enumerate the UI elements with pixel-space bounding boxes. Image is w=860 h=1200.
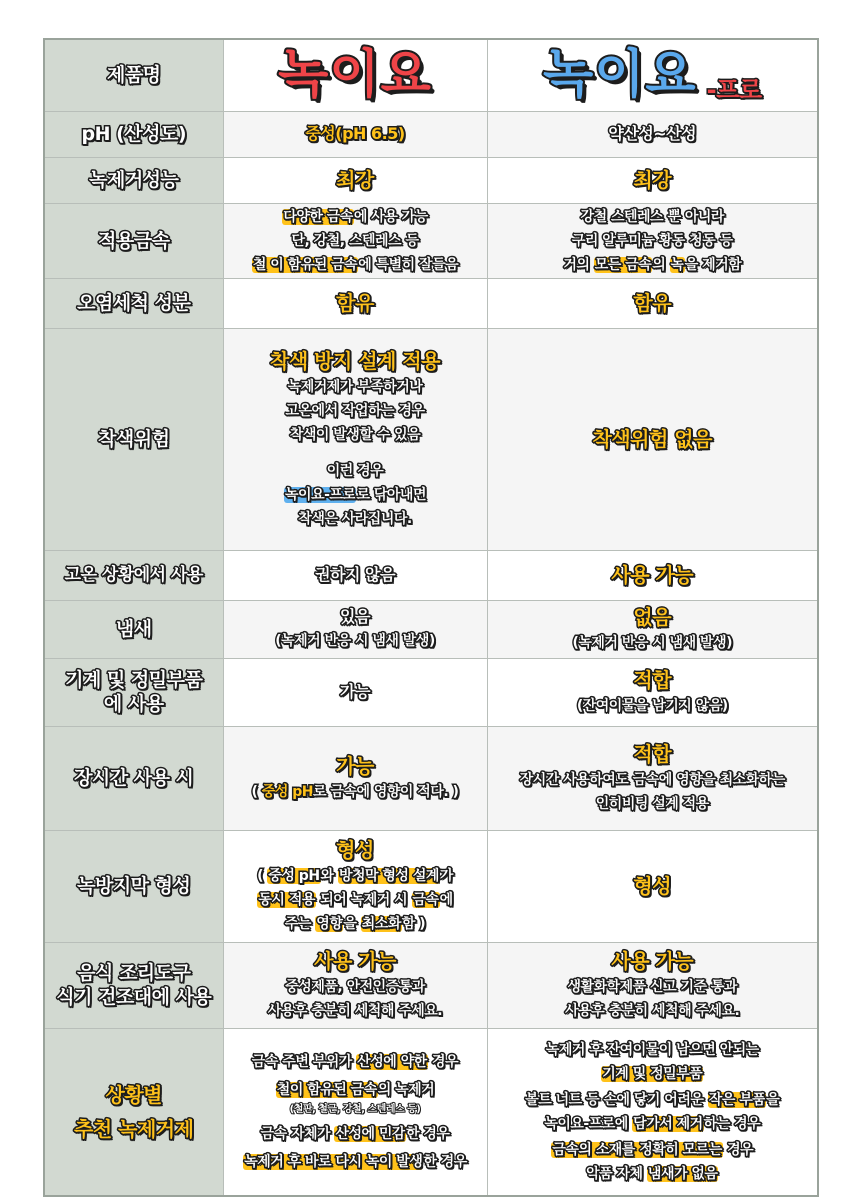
row-metals <box>44 203 818 278</box>
row-label: 고온 상황에서 사용 <box>64 565 203 585</box>
row-label: 적용금속 <box>98 229 170 252</box>
header-row <box>44 39 818 111</box>
recommend-p2: 녹제거 후 잔여이물이 남으면 안되는 기계 및 정밀부품 볼트 너트 등 손에 닿기 어려운 작은 부품을 녹이요-프로에 담가서 제거하는 경우 금속의 소재를 정확히 모르는 경우 악품 자체 냄새가 없음 <box>487 1028 818 1196</box>
row-label: 음식 조리도구 <box>77 962 191 984</box>
header-label-cell <box>44 39 223 111</box>
row-label: pH (산성도) <box>81 123 187 145</box>
row-label: 녹제거성능 <box>89 169 179 191</box>
row-precision: 기계 및 정밀부품 에 사용 가능 적합 (잔여이물을 남기지 않음) <box>44 658 818 726</box>
row-cleaning <box>44 278 818 328</box>
kitchen-p2: 사용 가능 생활화학제품 신고 기준 통과 사용후 충분히 세척해 주세요. <box>487 942 818 1028</box>
precision-p1: 가능 <box>340 682 370 701</box>
row-label: 녹방지막 형성 <box>77 875 191 897</box>
recommend-p1: 금속 주변 부위가 산성에 약한 경우 철이 함유된 금속의 녹제거 (철판, 철근, 강철, 스텐레스 등) 금속 자체가 산성에 민감한 경우 녹제거 후 바로 다시 녹이 발생한 경우 <box>223 1028 487 1196</box>
metals-p2: 강철 스텐레스 뿐 아니라 구리 알루미늄 황동 청동 등 거의 모든 금속의 녹을 제거함 <box>487 203 818 278</box>
hightemp-p1: 권하지 않음 <box>315 565 395 584</box>
product2-suffix: -프로 <box>706 76 762 105</box>
metals-p1: 다양한 금속에 사용 가능 단, 강철, 스텐레스 등 철 이 함유된 금속에 특별히 잘들음 <box>223 203 487 278</box>
longterm-p2: 적합 장시간 사용하여도 금속에 영향을 최소화하는 인히비팅 설계 적용 <box>487 726 818 830</box>
product2-cell <box>487 39 818 111</box>
power-p1: 최강 <box>336 168 374 192</box>
row-stain <box>44 328 818 550</box>
row-label: 착색위험 <box>98 428 170 450</box>
row-label: 냄새 <box>115 618 152 640</box>
row-hightemp <box>44 550 818 600</box>
stain-p1: 착색 방지 설계 적용 녹제거제가 부족하거나 고온에서 작업하는 경우 착색이 발생할 수 있음 이런 경우 녹이요-프로로 닦아내면 착색은 사라집니다. <box>223 328 487 550</box>
cleaning-p2: 함유 <box>633 291 672 315</box>
row-power <box>44 157 818 203</box>
film-p1: 형성 ( 중성 pH와 방청막 형성 설계가 동시 적용 되어 녹제거 시 금속에 주는 영향을 최소화함 ) <box>223 830 487 942</box>
row-longterm <box>44 726 818 830</box>
row-film <box>44 830 818 942</box>
row-label: 장시간 사용 시 <box>74 767 194 789</box>
ph-p2: 약산성~산성 <box>608 124 697 143</box>
precision-p2: 적합 (잔여이물을 남기지 않음) <box>487 658 818 726</box>
row-kitchen: 음식 조리도구 식기 건조대에 사용 사용 가능 중성제품, 안전인증통과 사용후 충분히 세척해 주세요. 사용 가능 생활화학제품 신고 기준 통과 사용후 충분히 세척해 주세요. <box>44 942 818 1028</box>
comparison-table <box>43 38 819 1197</box>
row-label: 상황별 <box>105 1082 162 1107</box>
row-label: 기계 및 정밀부품 <box>65 669 203 691</box>
smell-p1: 있음 (녹제거 반응 시 냄새 발생) <box>223 600 487 658</box>
header-label: 제품명 <box>106 64 161 87</box>
hightemp-p2: 사용 가능 <box>611 563 694 587</box>
row-ph <box>44 111 818 157</box>
product1-cell <box>223 39 487 111</box>
power-p2: 최강 <box>633 168 672 192</box>
ph-p1: 중성(pH 6.5) <box>305 124 405 143</box>
row-label: 오염세척 성분 <box>77 292 191 314</box>
stain-p2: 착색위험 없음 <box>592 427 712 451</box>
kitchen-p1: 사용 가능 중성제품, 안전인증통과 사용후 충분히 세척해 주세요. <box>223 942 487 1028</box>
row-recommend: 상황별 추천 녹제거제 금속 주변 부위가 산성에 약한 경우 철이 함유된 금속의 녹제거 (철판, 철근, 강철, 스텐레스 등) 금속 자체가 산성에 민감한 경우 녹제거 후 바로 다시 녹이 발생한 경우 녹제거 후 잔여이물이 남으면 안되는 기계 및 정밀부품 볼트 너트 등 손에 닿기 어려운 작은 부품을 녹이요-프로에 담가서 제거하는 경우 금속의 소재를 정확히 모르는 경우 악품 자체 냄새가 없음 <box>44 1028 818 1196</box>
product2-name: 녹이요 <box>542 45 697 106</box>
cleaning-p1: 함유 <box>336 291 374 315</box>
film-p2: 형성 <box>633 874 672 898</box>
row-smell <box>44 600 818 658</box>
smell-p2: 없음 (녹제거 반응 시 냄새 발생) <box>487 600 818 658</box>
longterm-p1: 가능 ( 중성 pH로 금속에 영향이 적다. ) <box>223 726 487 830</box>
product1-name: 녹이요 <box>278 45 432 106</box>
